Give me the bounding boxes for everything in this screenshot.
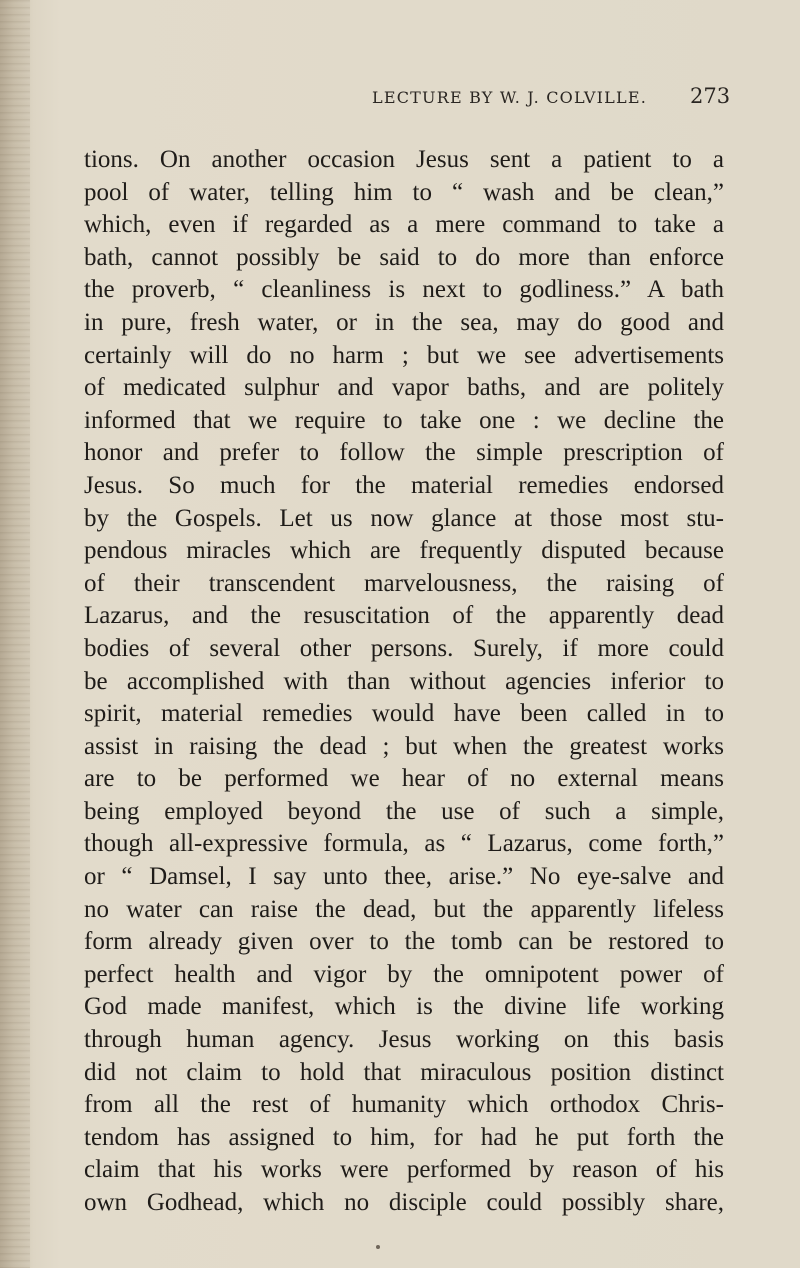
text-line: bodies of several other persons. Surely, if more could xyxy=(84,634,724,662)
text-line: assist in raising the dead ; but when the greatest works xyxy=(84,732,724,760)
text-line: Lazarus, and the resuscitation of the apparently dead xyxy=(84,602,724,630)
text-line: pool of water, telling him to “ wash and be clean,” xyxy=(84,178,724,206)
text-line: being employed beyond the use of such a simple, xyxy=(84,797,724,825)
text-line: God made manifest, which is the divine life working xyxy=(84,993,724,1021)
text-line: through human agency. Jesus working on this basis xyxy=(84,1026,724,1054)
text-line: by the Gospels. Let us now glance at those most stu- xyxy=(84,504,724,532)
paper-speck xyxy=(376,1245,380,1249)
text-line: bath, cannot possibly be said to do more than enforce xyxy=(84,243,724,271)
text-line: in pure, fresh water, or in the sea, may do good and xyxy=(84,308,724,336)
text-line: the proverb, “ cleanliness is next to godliness.” A bath xyxy=(84,276,724,304)
text-line: honor and prefer to follow the simple prescription of xyxy=(84,439,724,467)
text-line: no water can raise the dead, but the apparently lifeless xyxy=(84,895,724,923)
text-line: perfect health and vigor by the omnipotent power of xyxy=(84,960,724,988)
text-line: or “ Damsel, I say unto thee, arise.” No eye-salve and xyxy=(84,863,724,891)
text-line: did not claim to hold that miraculous position distinct xyxy=(84,1058,724,1086)
text-line: of medicated sulphur and vapor baths, and are politely xyxy=(84,374,724,402)
text-line: from all the rest of humanity which orthodox Chris- xyxy=(84,1091,724,1119)
page-header xyxy=(0,84,800,114)
running-head: LECTURE BY W. J. COLVILLE. xyxy=(372,88,647,107)
text-line: tions. On another occasion Jesus sent a patient to a xyxy=(84,146,724,173)
text-line: which, even if regarded as a mere command to take a xyxy=(84,211,724,239)
text-line: though all-expressive formula, as “ Lazarus, come forth,” xyxy=(84,830,724,858)
body-text xyxy=(84,144,724,1220)
text-line: spirit, material remedies would have been called in to xyxy=(84,700,724,728)
text-line: certainly will do no harm ; but we see advertisements xyxy=(84,341,724,369)
page-number: 273 xyxy=(690,84,731,108)
text-line: pendous miracles which are frequently disputed because xyxy=(84,537,724,565)
text-line: tendom has assigned to him, for had he put forth the xyxy=(84,1123,724,1151)
text-line: of their transcendent marvelousness, the raising of xyxy=(84,569,724,597)
text-line: form already given over to the tomb can be restored to xyxy=(84,928,724,956)
text-line: informed that we require to take one : we decline the xyxy=(84,406,724,434)
page-gutter-shadow xyxy=(0,0,30,1268)
text-line: claim that his works were performed by reason of his xyxy=(84,1156,724,1184)
text-line: are to be performed we hear of no external means xyxy=(84,765,724,793)
text-line: own Godhead, which no disciple could possibly share, xyxy=(84,1189,724,1216)
text-line: Jesus. So much for the material remedies endorsed xyxy=(84,471,724,499)
text-line: be accomplished with than without agencies inferior to xyxy=(84,667,724,695)
